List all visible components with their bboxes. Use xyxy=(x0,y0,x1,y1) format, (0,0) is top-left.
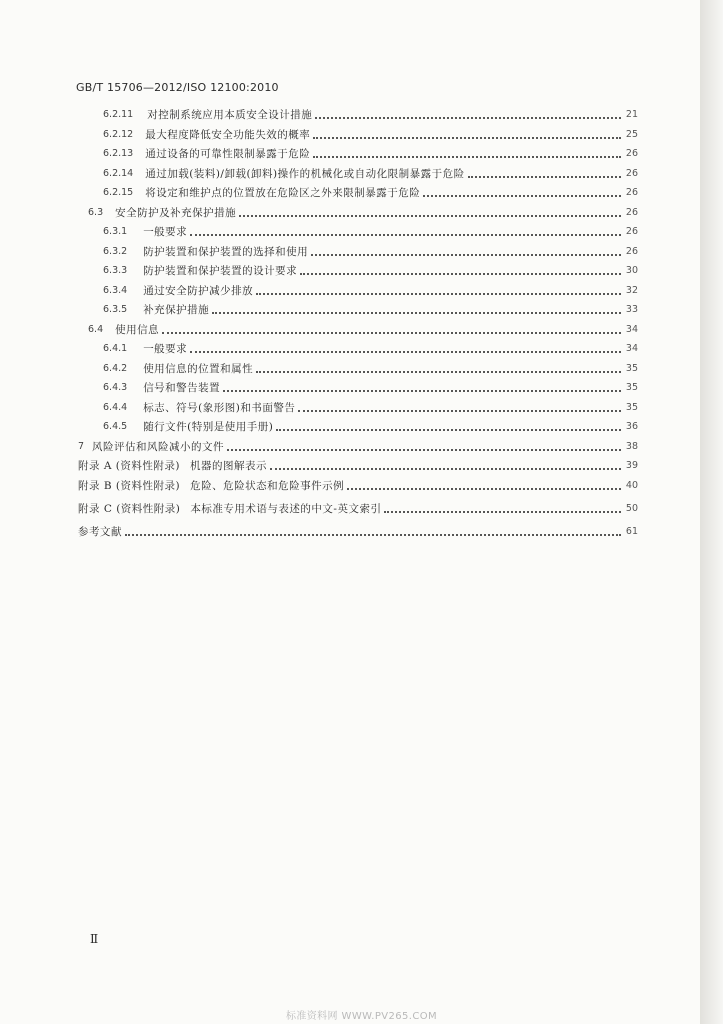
toc-entry[interactable] xyxy=(78,477,638,493)
toc-number: 6.3.2 xyxy=(103,246,128,257)
toc-page: 21 xyxy=(625,109,638,120)
toc-leader xyxy=(423,195,621,197)
toc-entry[interactable] xyxy=(103,126,638,142)
toc-page: 35 xyxy=(625,363,638,374)
toc-title: 通过加载(装料)/卸载(卸料)操作的机械化或自动化限制暴露于危险 xyxy=(145,168,465,180)
toc-page: 40 xyxy=(625,480,638,491)
toc-page: 39 xyxy=(625,460,638,471)
toc-entry[interactable] xyxy=(103,340,638,356)
toc-number: 6.4.1 xyxy=(103,343,128,354)
toc-entry[interactable] xyxy=(103,243,638,259)
toc-entry[interactable] xyxy=(103,399,638,415)
watermark: 标准资料网 WWW.PV265.COM xyxy=(285,1011,438,1022)
toc-entry[interactable] xyxy=(103,165,638,181)
page-edge xyxy=(700,0,723,1024)
toc-page: 26 xyxy=(625,246,638,257)
toc-title: 信号和警告装置 xyxy=(143,382,221,394)
toc-number: 附录 A (资料性附录) xyxy=(78,460,180,472)
toc-number: 6.2.15 xyxy=(103,187,134,198)
toc-page: 50 xyxy=(625,503,638,514)
toc-page: 33 xyxy=(625,304,638,315)
toc-leader xyxy=(315,117,621,119)
toc-leader xyxy=(162,332,621,334)
toc-title: 防护装置和保护装置的选择和使用 xyxy=(143,246,309,258)
toc-entry[interactable] xyxy=(78,457,638,473)
toc-title: 使用信息 xyxy=(115,324,160,336)
toc-entry[interactable] xyxy=(103,106,638,122)
toc-page: 32 xyxy=(625,285,638,296)
toc-entry[interactable] xyxy=(88,321,638,337)
toc-leader xyxy=(223,390,621,392)
toc-title: 安全防护及补充保护措施 xyxy=(115,207,237,219)
toc-entry[interactable] xyxy=(78,438,638,454)
toc-leader xyxy=(190,351,621,353)
toc-leader xyxy=(227,449,621,451)
toc-title: 通过设备的可靠性限制暴露于危险 xyxy=(145,148,311,160)
toc-page: 26 xyxy=(625,187,638,198)
toc-entry[interactable] xyxy=(103,360,638,376)
toc-page: 36 xyxy=(625,421,638,432)
toc-number: 6.2.11 xyxy=(103,109,134,120)
toc-leader xyxy=(468,176,621,178)
toc-page: 25 xyxy=(625,129,638,140)
toc-number: 6.2.12 xyxy=(103,129,134,140)
toc-entry[interactable] xyxy=(103,262,638,278)
toc-number: 6.3.3 xyxy=(103,265,128,276)
toc-entry[interactable] xyxy=(103,418,638,434)
toc-title: 危险、危险状态和危险事件示例 xyxy=(190,480,345,492)
toc-number: 6.3.4 xyxy=(103,285,128,296)
toc-page: 61 xyxy=(625,526,638,537)
toc-entry[interactable] xyxy=(88,204,638,220)
toc-leader xyxy=(311,254,621,256)
toc-page: 26 xyxy=(625,226,638,237)
toc-title: 一般要求 xyxy=(143,343,188,355)
toc-leader xyxy=(313,156,621,158)
toc-title: 补充保护措施 xyxy=(143,304,210,316)
toc-page: 26 xyxy=(625,148,638,159)
toc-number: 6.4.4 xyxy=(103,402,128,413)
toc-leader xyxy=(276,429,621,431)
toc-title: 参考文献 xyxy=(78,526,122,538)
toc-entry[interactable] xyxy=(103,301,638,317)
toc-number: 6.4 xyxy=(88,324,104,335)
toc-title: 对控制系统应用本质安全设计措施 xyxy=(147,109,313,121)
page-number: Ⅱ xyxy=(90,932,99,946)
toc-number: 6.3.1 xyxy=(103,226,128,237)
toc-page: 35 xyxy=(625,382,638,393)
toc-leader xyxy=(125,534,621,536)
toc-title: 通过安全防护减少排放 xyxy=(143,285,254,297)
toc-leader xyxy=(300,273,621,275)
toc-number: 7 xyxy=(78,441,85,452)
toc-page: 34 xyxy=(625,343,638,354)
toc-leader xyxy=(298,410,621,412)
toc-number: 6.2.13 xyxy=(103,148,134,159)
toc-title: 防护装置和保护装置的设计要求 xyxy=(143,265,298,277)
toc-leader xyxy=(239,215,621,217)
toc-title: 最大程度降低安全功能失效的概率 xyxy=(145,129,311,141)
toc-leader xyxy=(384,511,621,513)
toc-leader xyxy=(256,293,621,295)
toc-title: 标志、符号(象形图)和书面警告 xyxy=(143,402,296,414)
toc-title: 机器的图解表示 xyxy=(189,460,267,472)
toc-leader xyxy=(313,137,621,139)
toc-page: 38 xyxy=(625,441,638,452)
toc-title: 本标准专用术语与表述的中文-英文索引 xyxy=(190,503,382,515)
toc-entry[interactable] xyxy=(78,500,638,516)
document-header: GB/T 15706—2012/ISO 12100:2010 xyxy=(76,81,279,94)
toc-leader xyxy=(347,488,621,490)
toc-number: 6.3.5 xyxy=(103,304,128,315)
toc-number: 附录 C (资料性附录) xyxy=(78,503,181,515)
toc-leader xyxy=(270,468,621,470)
toc-entry[interactable] xyxy=(103,282,638,298)
toc-number: 附录 B (资料性附录) xyxy=(78,480,181,492)
toc-leader xyxy=(256,371,621,373)
toc-page: 34 xyxy=(625,324,638,335)
toc-entry[interactable] xyxy=(103,145,638,161)
toc-page: 35 xyxy=(625,402,638,413)
toc-entry[interactable] xyxy=(78,523,638,539)
toc-number: 6.2.14 xyxy=(103,168,134,179)
toc-title: 随行文件(特别是使用手册) xyxy=(143,421,274,433)
toc-number: 6.4.5 xyxy=(103,421,128,432)
toc-leader xyxy=(212,312,621,314)
toc-entry[interactable] xyxy=(103,379,638,395)
toc-title: 风险评估和风险减小的文件 xyxy=(92,441,225,453)
toc-title: 使用信息的位置和属性 xyxy=(143,363,254,375)
toc-leader xyxy=(190,234,621,236)
toc-title: 将设定和维护点的位置放在危险区之外来限制暴露于危险 xyxy=(145,187,421,199)
toc-page: 26 xyxy=(625,168,638,179)
toc-page: 30 xyxy=(625,265,638,276)
toc-number: 6.4.3 xyxy=(103,382,128,393)
toc-number: 6.3 xyxy=(88,207,104,218)
toc-number: 6.4.2 xyxy=(103,363,128,374)
toc-entry[interactable] xyxy=(103,184,638,200)
toc-page: 26 xyxy=(625,207,638,218)
toc-title: 一般要求 xyxy=(143,226,188,238)
toc-entry[interactable] xyxy=(103,223,638,239)
